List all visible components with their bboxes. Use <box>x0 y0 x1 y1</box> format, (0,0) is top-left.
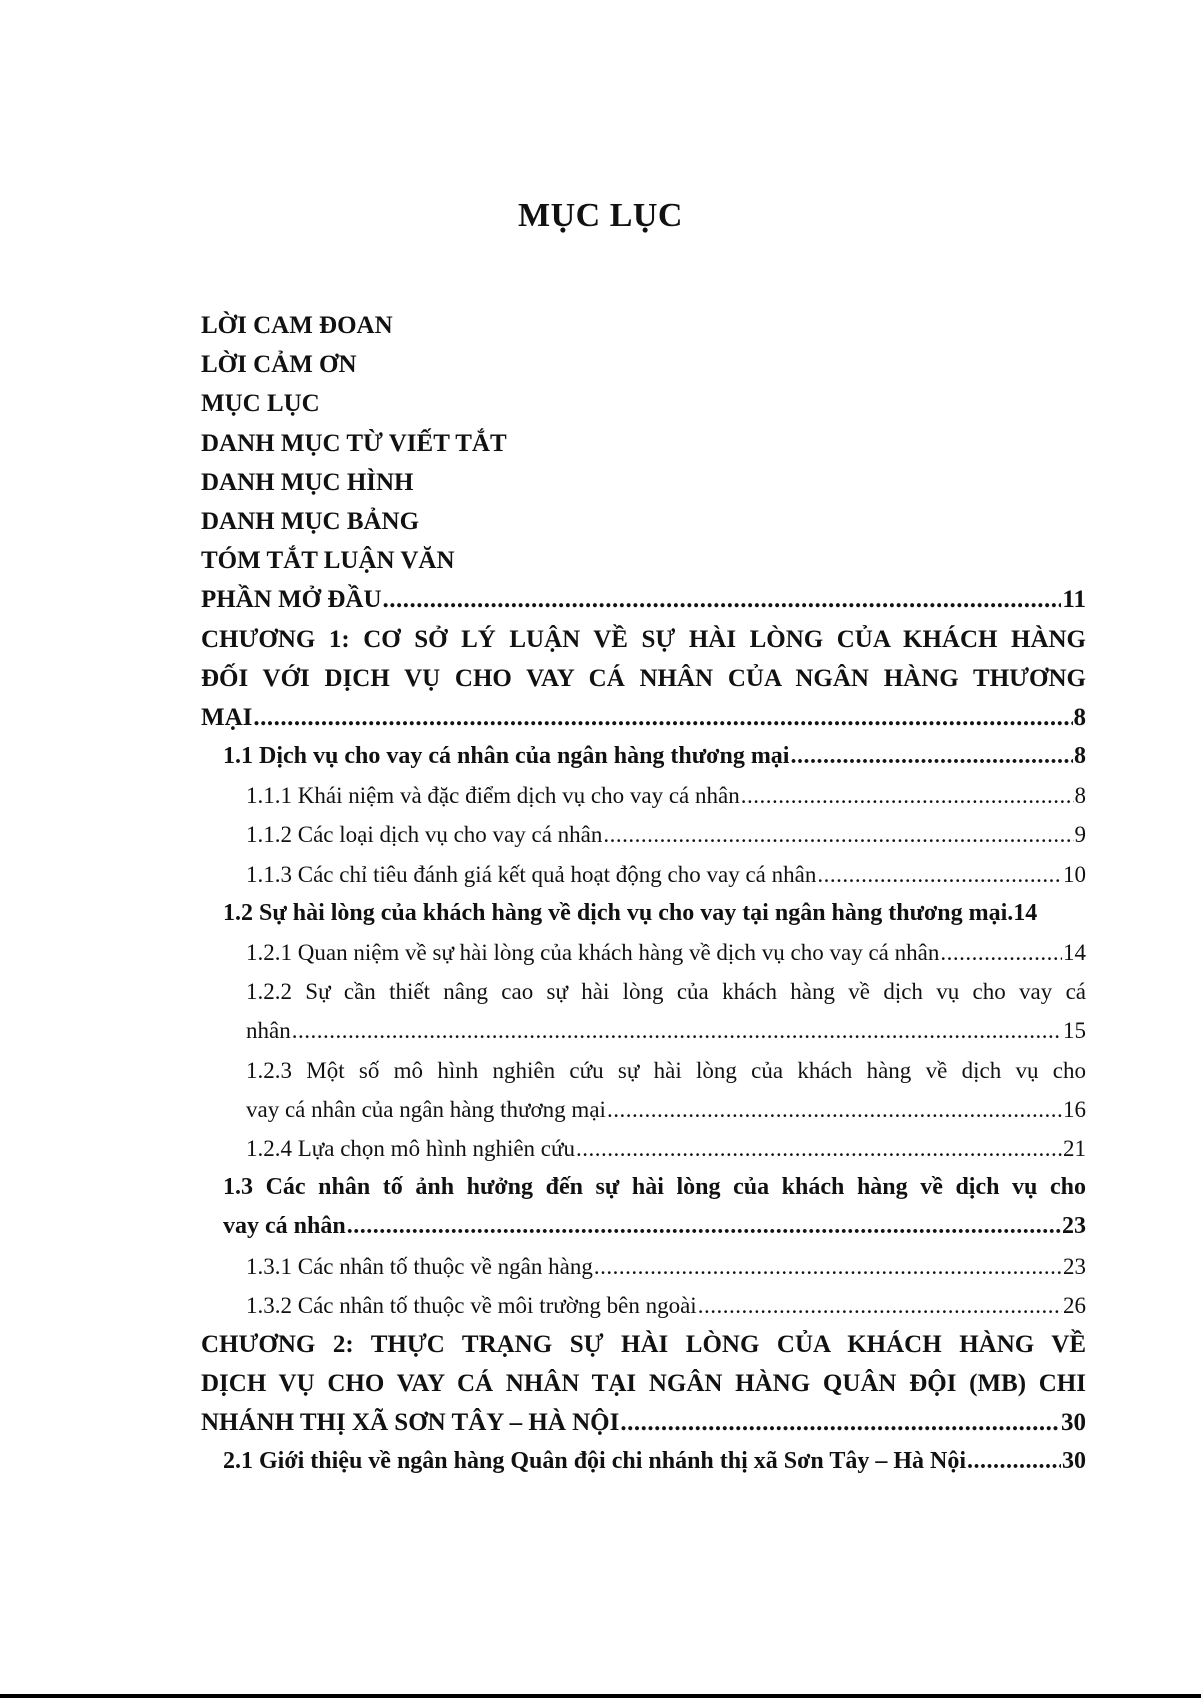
toc-entry-1-1-1 <box>201 776 1086 815</box>
toc-page-number: 8 <box>1073 703 1086 731</box>
toc-entry-loi-cam-doan <box>201 306 1086 345</box>
toc-leader-dots <box>967 1442 1061 1481</box>
toc-label: 2.1 Giới thiệu về ngân hàng Quân đội chi nhánh thị xã Sơn Tây – Hà Nội <box>223 1448 967 1475</box>
toc-entry-danh-muc-hinh <box>201 463 1086 502</box>
toc-label: DANH MỤC HÌNH <box>201 468 414 496</box>
toc-leader-dots <box>347 1207 1061 1246</box>
toc-label: 1.2.4 Lựa chọn mô hình nghiên cứu <box>246 1135 575 1161</box>
toc-entry-1-3-1 <box>201 1247 1086 1286</box>
toc-leader-dots <box>603 815 1073 854</box>
toc-page-number: 10 <box>1063 861 1086 887</box>
toc-page-number: 14 <box>1063 940 1086 965</box>
toc-label: DANH MỤC TỪ VIẾT TẮT <box>201 429 507 457</box>
toc-label: CHƯƠNG 2: THỰC TRẠNG SỰ HÀI LÒNG CỦA KHÁCH HÀNG VỀ <box>201 1330 1086 1358</box>
toc-label: nhân <box>246 1018 291 1044</box>
toc-label: 1.1.2 Các loại dịch vụ cho vay cá nhân <box>246 822 603 848</box>
toc-label: 1.1.3 Các chỉ tiêu đánh giá kết quả hoạt động cho vay cá nhân <box>246 861 817 887</box>
toc-label: LỜI CAM ĐOAN <box>201 312 393 339</box>
toc-entry-phan-mo-dau <box>201 580 1086 619</box>
toc-page-number: 16 <box>1063 1096 1086 1122</box>
toc-entry-chuong-2-line-1 <box>201 1325 1086 1364</box>
toc-label: PHẦN MỞ ĐẦU <box>201 586 382 614</box>
toc-leader-dots <box>940 933 1062 972</box>
toc-page-number: 21 <box>1063 1135 1086 1161</box>
toc-label: vay cá nhân <box>223 1213 346 1240</box>
toc-leader-dots <box>292 1011 1062 1050</box>
toc-label: TÓM TẮT LUẬN VĂN <box>201 547 455 575</box>
toc-entry-chuong-1-line-2 <box>201 659 1086 698</box>
toc-entry-1-2-1 <box>201 933 1086 972</box>
toc-entry-1-1-3 <box>201 855 1086 894</box>
toc-entry-chuong-1-line-3 <box>201 698 1086 737</box>
toc-leader-dots <box>253 698 1072 737</box>
toc-label: 1.1 Dịch vụ cho vay cá nhân của ngân hàng thương mại <box>223 743 790 770</box>
toc-label: 1.2 Sự hài lòng của khách hàng về dịch vụ cho vay tại ngân hàng thương mại. <box>223 899 1014 926</box>
toc-leader-dots <box>607 1090 1062 1129</box>
page-title: MỤC LỤC <box>518 197 683 234</box>
page-bottom-border <box>0 1694 1201 1698</box>
toc-leader-dots <box>594 1247 1062 1286</box>
toc-label: 1.3.1 Các nhân tố thuộc về ngân hàng <box>246 1253 593 1279</box>
toc-label: 1.3 Các nhân tố ảnh hưởng đến sự hài lòng của khách hàng về dịch vụ cho <box>223 1174 1086 1201</box>
toc-page-number: 26 <box>1063 1292 1086 1318</box>
toc-leader-dots <box>576 1129 1062 1168</box>
toc-entry-1-2-2-line-1 <box>201 972 1086 1011</box>
toc-entry-loi-cam-on <box>201 345 1086 384</box>
toc-entry-1-2-4 <box>201 1129 1086 1168</box>
toc-entry-chuong-2-line-2 <box>201 1364 1086 1403</box>
toc-page-number: 23 <box>1063 1253 1086 1279</box>
toc-leader-dots <box>383 580 1062 619</box>
toc-leader-dots <box>698 1286 1062 1325</box>
toc-entry-chuong-1-line-1 <box>201 620 1086 659</box>
toc-entry-1-3-2 <box>201 1286 1086 1325</box>
toc-entry-danh-muc-bang <box>201 502 1086 541</box>
toc-entry-1-1-2 <box>201 815 1086 854</box>
toc-label: DANH MỤC BẢNG <box>201 507 420 535</box>
toc-entry-1-2-3-line-1 <box>201 1051 1086 1090</box>
toc-entry-1-3-line-1 <box>201 1168 1086 1207</box>
toc-leader-dots <box>817 855 1062 894</box>
toc-entry-danh-muc-tu-viet-tat <box>201 424 1086 463</box>
toc-entry-chuong-2-line-3 <box>201 1403 1086 1442</box>
toc-entry-muc-luc <box>201 384 1086 423</box>
toc-page-number: 8 <box>1074 783 1086 809</box>
toc-page-number: 11 <box>1062 586 1086 614</box>
table-of-contents <box>201 306 1086 1482</box>
toc-page-number: 30 <box>1062 1448 1086 1475</box>
toc-entry-1-2-2-line-2 <box>201 1011 1086 1050</box>
toc-page-number: 14 <box>1013 899 1038 926</box>
toc-label: 1.2.2 Sự cần thiết nâng cao sự hài lòng của khách hàng về dịch vụ cho vay cá <box>246 979 1086 1005</box>
toc-entry-2-1 <box>201 1442 1086 1481</box>
toc-label: LỜI CẢM ƠN <box>201 351 357 379</box>
toc-leader-dots <box>741 776 1074 815</box>
toc-label: 1.2.3 Một số mô hình nghiên cứu sự hài lòng của khách hàng về dịch vụ cho <box>246 1057 1086 1083</box>
toc-label: 1.3.2 Các nhân tố thuộc về môi trường bên ngoài <box>246 1292 697 1318</box>
toc-page-number: 8 <box>1074 743 1086 770</box>
toc-label: ĐỐI VỚI DỊCH VỤ CHO VAY CÁ NHÂN CỦA NGÂN HÀNG THƯƠNG <box>201 664 1086 692</box>
toc-label: 1.2.1 Quan niệm về sự hài lòng của khách hàng về dịch vụ cho vay cá nhân <box>246 940 940 965</box>
toc-page-number: 30 <box>1061 1409 1086 1437</box>
toc-label: MỤC LỤC <box>201 390 320 418</box>
toc-page-number: 9 <box>1074 822 1086 848</box>
toc-label: MẠI <box>201 703 253 731</box>
toc-entry-1-3-line-2 <box>201 1207 1086 1246</box>
toc-page-number: 15 <box>1063 1018 1086 1044</box>
toc-entry-1-2 <box>201 894 1086 933</box>
toc-label: DỊCH VỤ CHO VAY CÁ NHÂN TẠI NGÂN HÀNG QUÂN ĐỘI (MB) CHI <box>201 1370 1086 1398</box>
toc-label: 1.1.1 Khái niệm và đặc điểm dịch vụ cho vay cá nhân <box>246 783 740 809</box>
toc-label: CHƯƠNG 1: CƠ SỞ LÝ LUẬN VỀ SỰ HÀI LÒNG CỦA KHÁCH HÀNG <box>201 625 1086 653</box>
toc-entry-1-2-3-line-2 <box>201 1090 1086 1129</box>
toc-entry-tom-tat-luan-van <box>201 541 1086 580</box>
toc-label: vay cá nhân của ngân hàng thương mại <box>246 1096 606 1122</box>
toc-leader-dots <box>790 737 1073 776</box>
toc-label: NHÁNH THỊ XÃ SƠN TÂY – HÀ NỘI <box>201 1409 620 1437</box>
toc-entry-1-1 <box>201 737 1086 776</box>
toc-page-number: 23 <box>1062 1213 1086 1240</box>
toc-leader-dots <box>620 1403 1060 1442</box>
